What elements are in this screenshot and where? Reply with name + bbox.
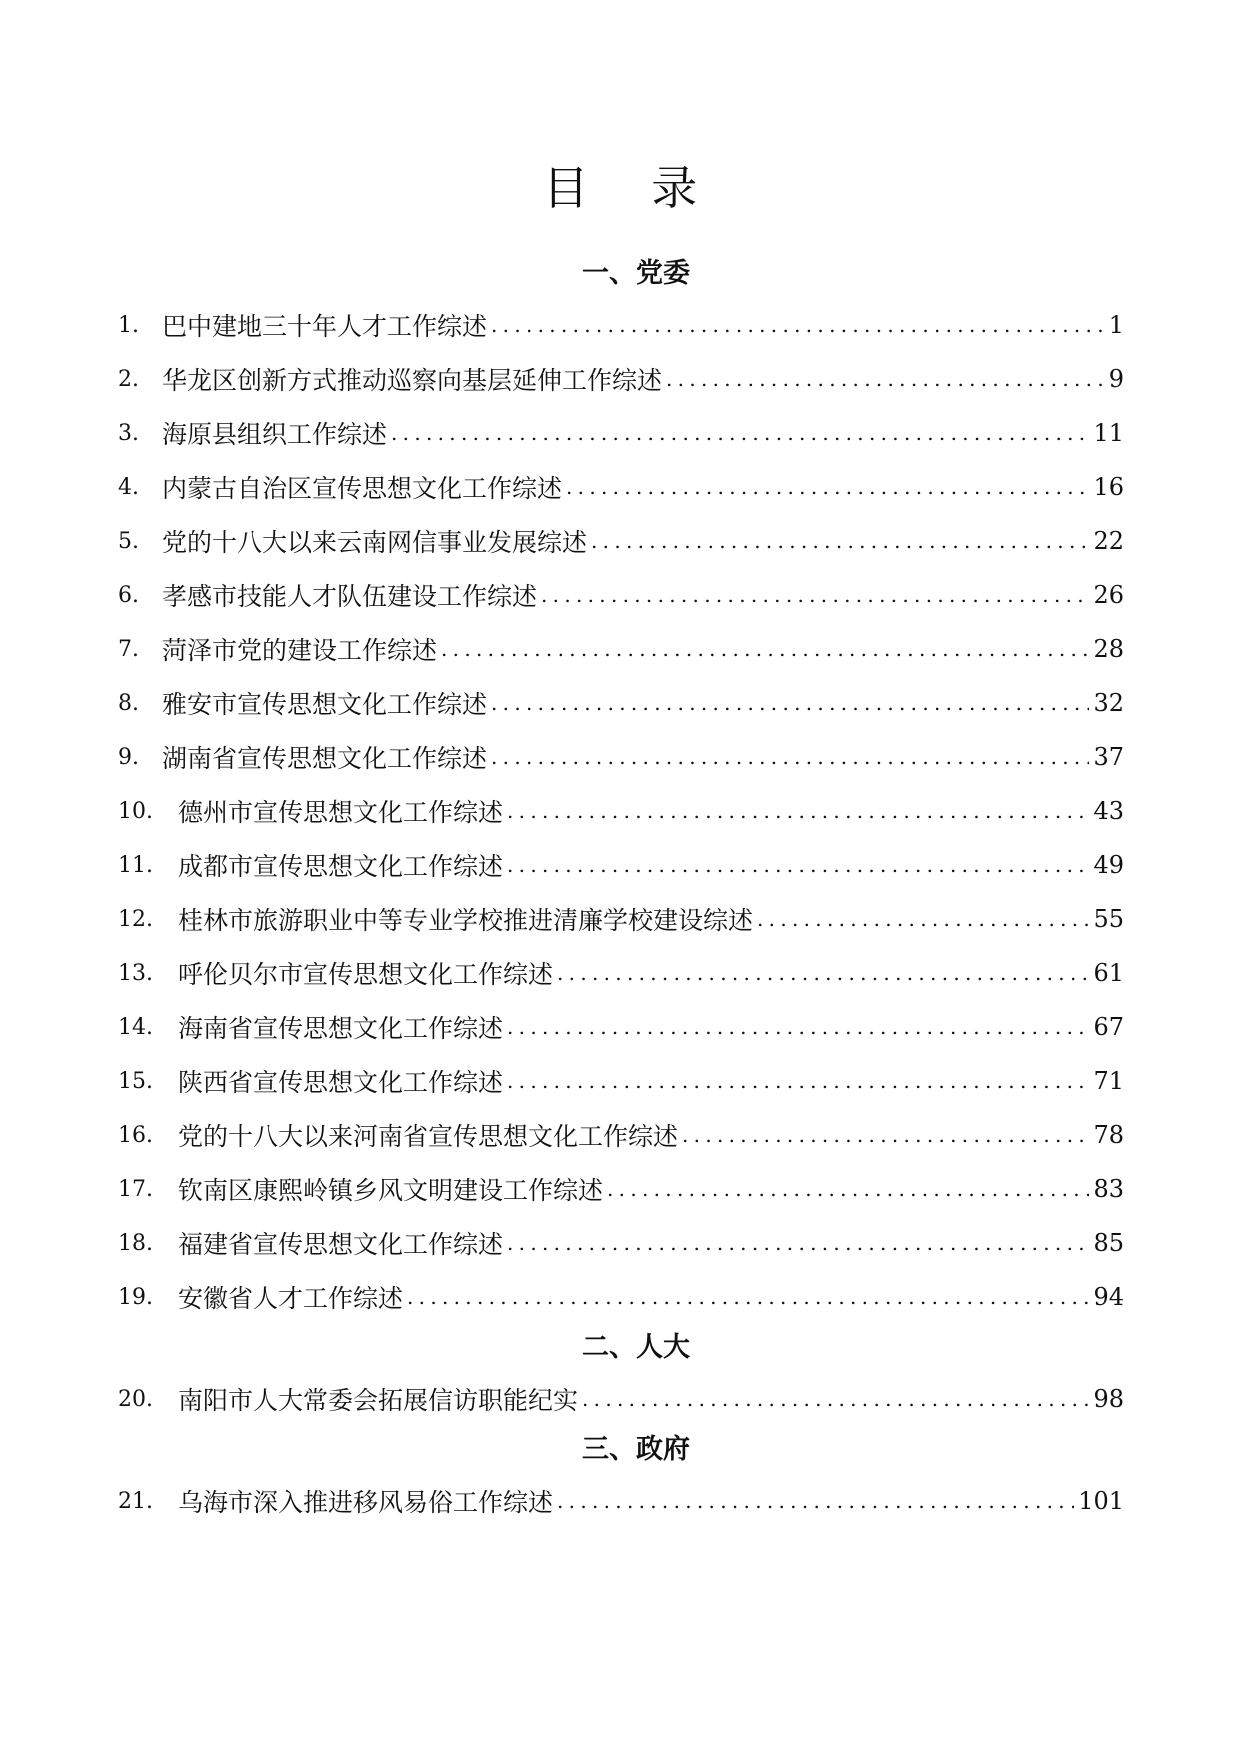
entry-number: 7. [118, 636, 139, 662]
entry-number: 1. [118, 312, 139, 338]
section-heading: 一、党委 [582, 258, 690, 289]
entry-title: 内蒙古自治区宣传思想文化工作综述 [162, 474, 563, 503]
entry-number: 4. [118, 474, 139, 500]
toc-entry[interactable] [118, 676, 1124, 730]
toc-entry[interactable] [118, 892, 1124, 946]
dot-leader [507, 1066, 1089, 1096]
entry-number: 6. [118, 582, 139, 608]
entry-page-number: 61 [1093, 959, 1124, 987]
entry-title: 陕西省宣传思想文化工作综述 [178, 1068, 504, 1097]
entry-page-number: 28 [1093, 635, 1124, 663]
dot-leader [566, 472, 1089, 502]
entry-title: 巴中建地三十年人才工作综述 [162, 312, 488, 341]
entry-number: 15. [118, 1068, 153, 1094]
entry-title: 福建省宣传思想文化工作综述 [178, 1230, 504, 1259]
entry-title: 钦南区康熙岭镇乡风文明建设工作综述 [178, 1176, 604, 1205]
entry-title: 德州市宣传思想文化工作综述 [178, 798, 504, 827]
dot-leader [557, 958, 1089, 988]
entry-title: 安徽省人才工作综述 [178, 1284, 404, 1313]
toc-entry[interactable] [118, 1372, 1124, 1426]
entry-page-number: 43 [1093, 797, 1124, 825]
dot-leader [591, 526, 1089, 556]
toc-entry[interactable] [118, 568, 1124, 622]
toc-entry[interactable] [118, 352, 1124, 406]
dot-leader [582, 1384, 1089, 1414]
toc-entry[interactable] [118, 730, 1124, 784]
entry-number: 20. [118, 1386, 153, 1412]
entry-number: 9. [118, 744, 139, 770]
dot-leader [491, 742, 1089, 772]
toc-entry[interactable] [118, 1474, 1124, 1528]
entry-page-number: 32 [1093, 689, 1124, 717]
section-heading: 三、政府 [582, 1434, 690, 1465]
entry-page-number: 16 [1093, 473, 1124, 501]
toc-entry[interactable] [118, 298, 1124, 352]
entry-page-number: 37 [1093, 743, 1124, 771]
toc-entry[interactable] [118, 514, 1124, 568]
entry-page-number: 94 [1093, 1283, 1124, 1311]
dot-leader [507, 850, 1089, 880]
entry-title: 华龙区创新方式推动巡察向基层延伸工作综述 [162, 366, 663, 395]
entry-page-number: 26 [1093, 581, 1124, 609]
entry-page-number: 78 [1093, 1121, 1124, 1149]
dot-leader [491, 310, 1105, 340]
toc-entry[interactable] [118, 1162, 1124, 1216]
dot-leader [557, 1486, 1074, 1516]
toc-entry[interactable] [118, 784, 1124, 838]
entry-title: 成都市宣传思想文化工作综述 [178, 852, 504, 881]
toc-entry[interactable] [118, 1270, 1124, 1324]
entry-title: 海南省宣传思想文化工作综述 [178, 1014, 504, 1043]
toc-entry[interactable] [118, 1054, 1124, 1108]
entry-page-number: 101 [1078, 1487, 1124, 1515]
entry-number: 16. [118, 1122, 153, 1148]
entry-title: 党的十八大以来云南网信事业发展综述 [162, 528, 588, 557]
entry-page-number: 1 [1108, 311, 1124, 339]
toc-entry[interactable] [118, 460, 1124, 514]
table-of-contents [118, 250, 1124, 1528]
entry-number: 5. [118, 528, 139, 554]
dot-leader [441, 634, 1089, 664]
entry-number: 17. [118, 1176, 153, 1202]
entry-title: 雅安市宣传思想文化工作综述 [162, 690, 488, 719]
entry-page-number: 98 [1093, 1385, 1124, 1413]
entry-page-number: 55 [1093, 905, 1124, 933]
entry-title: 乌海市深入推进移风易俗工作综述 [178, 1488, 554, 1517]
entry-number: 11. [118, 852, 153, 878]
dot-leader [407, 1282, 1089, 1312]
entry-title: 桂林市旅游职业中等专业学校推进清廉学校建设综述 [178, 906, 754, 935]
entry-number: 19. [118, 1284, 153, 1310]
dot-leader [507, 796, 1089, 826]
entry-page-number: 85 [1093, 1229, 1124, 1257]
entry-title: 呼伦贝尔市宣传思想文化工作综述 [178, 960, 554, 989]
entry-page-number: 22 [1093, 527, 1124, 555]
entry-title: 海原县组织工作综述 [162, 420, 388, 449]
entry-page-number: 9 [1108, 365, 1124, 393]
dot-leader [391, 418, 1089, 448]
entry-page-number: 11 [1093, 419, 1124, 447]
toc-entry[interactable] [118, 1108, 1124, 1162]
entry-number: 10. [118, 798, 153, 824]
entry-number: 12. [118, 906, 153, 932]
entry-page-number: 49 [1093, 851, 1124, 879]
toc-entry[interactable] [118, 622, 1124, 676]
entry-number: 2. [118, 366, 139, 392]
entry-number: 21. [118, 1488, 153, 1514]
entry-number: 13. [118, 960, 153, 986]
dot-leader [541, 580, 1089, 610]
entry-title: 南阳市人大常委会拓展信访职能纪实 [178, 1386, 579, 1415]
section-heading: 二、人大 [582, 1332, 690, 1363]
entry-number: 14. [118, 1014, 153, 1040]
entry-title: 菏泽市党的建设工作综述 [162, 636, 438, 665]
entry-title: 党的十八大以来河南省宣传思想文化工作综述 [178, 1122, 679, 1151]
dot-leader [507, 1012, 1089, 1042]
entry-page-number: 83 [1093, 1175, 1124, 1203]
toc-entry[interactable] [118, 946, 1124, 1000]
toc-entry[interactable] [118, 406, 1124, 460]
dot-leader [607, 1174, 1089, 1204]
entry-page-number: 71 [1093, 1067, 1124, 1095]
dot-leader [491, 688, 1089, 718]
dot-leader [507, 1228, 1089, 1258]
toc-entry[interactable] [118, 838, 1124, 892]
entry-title: 孝感市技能人才队伍建设工作综述 [162, 582, 538, 611]
entry-number: 3. [118, 420, 139, 446]
entry-page-number: 67 [1093, 1013, 1124, 1041]
toc-entry[interactable] [118, 1216, 1124, 1270]
entry-title: 湖南省宣传思想文化工作综述 [162, 744, 488, 773]
dot-leader [757, 904, 1089, 934]
dot-leader [666, 364, 1105, 394]
page-title: 目 录 [542, 161, 722, 215]
entry-number: 8. [118, 690, 139, 716]
dot-leader [682, 1120, 1089, 1150]
entry-number: 18. [118, 1230, 153, 1256]
toc-entry[interactable] [118, 1000, 1124, 1054]
